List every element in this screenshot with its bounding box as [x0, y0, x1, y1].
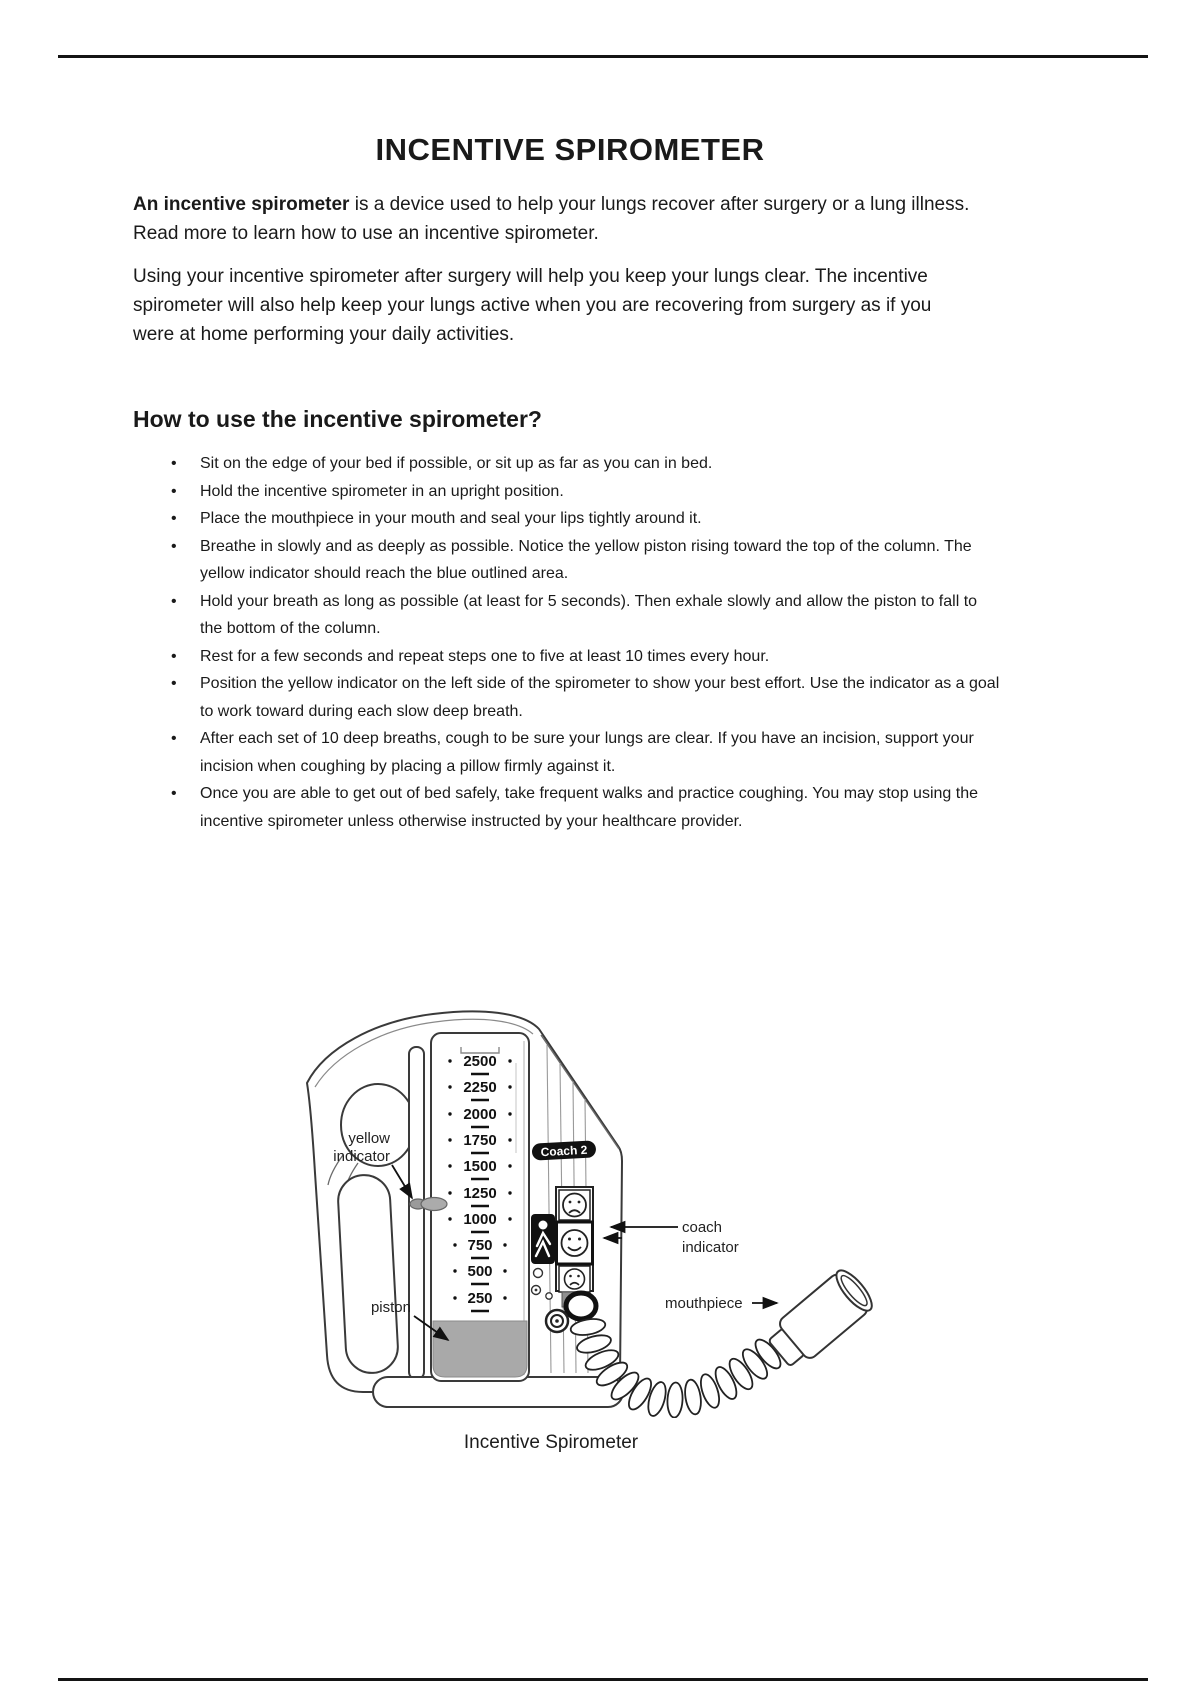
list-item: • Sit on the edge of your bed if possible, or sit up as far as you can in bed.: [133, 450, 1001, 478]
svg-text:1750: 1750: [463, 1132, 497, 1149]
list-item: • Position the yellow indicator on the left side of the spirometer to show your best effort. Use the indicator as a goal to work toward during each slow deep breath.: [133, 670, 1001, 725]
list-item: • Hold your breath as long as possible (at least for 5 seconds). Then exhale slowly and allow the piston to fall to the bottom of the column.: [133, 588, 1001, 643]
sad-face-bottom-icon: [565, 1269, 585, 1289]
intro-paragraph: [133, 190, 971, 248]
svg-text:2500: 2500: [463, 1053, 497, 1070]
svg-text:1500: 1500: [463, 1158, 497, 1175]
list-item: • Once you are able to get out of bed safely, take frequent walks and practice coughing. You may stop using the incentive spirometer unless otherwise instructed by your healthcare provider.: [133, 780, 1001, 835]
coach-badge: [532, 1140, 597, 1160]
intro-bold-lead: An incentive spirometer: [133, 194, 350, 215]
intro-rest: is a device used to help your lungs recover after surgery or a lung illness. Read more to learn how to use an incentive spirometer.: [133, 194, 970, 244]
figure-caption: Incentive Spirometer: [463, 1432, 639, 1453]
svg-text:coach: coach: [682, 1219, 723, 1236]
svg-text:1250: 1250: [463, 1185, 497, 1202]
handle-slot: [337, 1174, 399, 1374]
spirometer-figure: [285, 1003, 895, 1418]
top-rule: [58, 55, 1148, 58]
sad-face-top-icon: [563, 1194, 586, 1217]
yellow-indicator: [410, 1198, 447, 1211]
svg-text:750: 750: [467, 1237, 493, 1254]
svg-text:indicator: indicator: [682, 1239, 739, 1256]
indicator-rail: [409, 1047, 424, 1379]
list-item: • Place the mouthpiece in your mouth and seal your lips tightly around it.: [133, 505, 1001, 533]
svg-text:1000: 1000: [463, 1211, 497, 1228]
list-item: • Rest for a few seconds and repeat steps one to five at least 10 times every hour.: [133, 643, 1001, 671]
list-item: • Breathe in slowly and as deeply as possible. Notice the yellow piston rising toward the top of the column. The yellow indicator should reach the blue outlined area.: [133, 533, 1001, 588]
section-heading: How to use the incentive spirometer?: [133, 406, 542, 432]
list-item: • After each set of 10 deep breaths, cough to be sure your lungs are clear. If you have an incision, support your incision when coughing by placing a pillow firmly against it.: [133, 725, 1001, 780]
usage-paragraph: Using your incentive spirometer after surgery will help you keep your lungs clear. The incentive spirometer will also help keep your lungs active when you are recovering from surgery as if you were at home performing your daily activities.: [133, 266, 932, 345]
bottom-rule: [58, 1678, 1148, 1681]
svg-text:2000: 2000: [463, 1106, 497, 1123]
label-coach-indicator: [604, 1219, 739, 1256]
piston: [433, 1321, 527, 1377]
mouthpiece: [763, 1265, 877, 1372]
svg-text:500: 500: [467, 1263, 493, 1280]
instructions-list: [133, 450, 1013, 835]
list-item: • Hold the incentive spirometer in an upright position.: [133, 478, 1001, 506]
svg-text:mouthpiece: mouthpiece: [665, 1295, 743, 1312]
svg-text:indicator: indicator: [333, 1148, 390, 1165]
svg-text:2250: 2250: [463, 1079, 497, 1096]
svg-text:yellow: yellow: [348, 1130, 390, 1147]
page-title: INCENTIVE SPIROMETER: [375, 132, 765, 167]
label-mouthpiece: [665, 1295, 777, 1312]
svg-text:piston: piston: [370, 1299, 411, 1316]
svg-text:Coach 2: Coach 2: [540, 1142, 588, 1160]
instructions-section: [133, 404, 1013, 835]
svg-text:250: 250: [467, 1290, 493, 1307]
smiley-face-icon: [562, 1230, 588, 1256]
